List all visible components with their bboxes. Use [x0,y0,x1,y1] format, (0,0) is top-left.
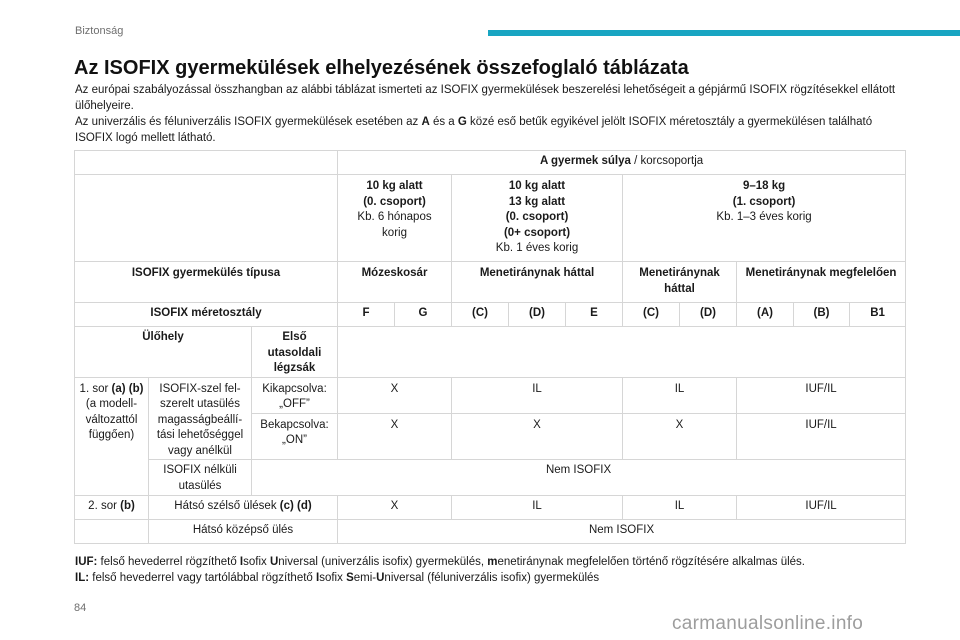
weight-group-0: 10 kg alatt (0. csoport) Kb. 6 hónapos korig [338,175,452,262]
value-cell: X [452,413,623,459]
row2-label: 2. sor (b) [75,496,149,520]
value-cell: X [338,496,452,520]
front-airbag-label: Első utasoldali légzsák [252,327,338,378]
seat-position-label: Ülőhely [75,327,252,378]
size-class-cell: (A) [737,303,794,327]
empty-cell [75,151,338,175]
size-class-row [75,303,906,327]
seat-type-row [75,262,906,303]
empty-cell [338,327,906,378]
seat-type-rear-facing: Menetiránynak háttal [452,262,623,303]
value-cell: IL [452,496,623,520]
value-cell: IL [452,377,623,413]
seat-type-label: ISOFIX gyermekülés típusa [75,262,338,303]
row1-isofix-seat: ISOFIX-szel fel-szerelt utasülés magasságbeállí-tási lehetőséggel vagy anélkül [149,377,252,460]
footnote-il: IL: felső hevederrel vagy tartólábbal rögzíthető Isofix Semi-Universal (féluniverzális isofix) gyermekülés [75,572,600,584]
weight-header: A gyermek súlya / korcsoportja [338,151,906,175]
value-cell: IL [623,377,737,413]
value-cell: IUF/IL [737,413,906,459]
footnotes [75,554,945,586]
intro-text [75,82,905,146]
row2-outer-seats [75,496,906,520]
row1-airbag-off [75,377,906,413]
size-class-cell: (D) [509,303,566,327]
row1-label: 1. sor (a) (b) (a modell-változattól függően) [75,377,149,496]
size-class-cell: (C) [623,303,680,327]
rear-outer-seats-label: Hátsó szélső ülések (c) (d) [149,496,338,520]
isofix-table [74,150,906,544]
value-cell: IUF/IL [737,496,906,520]
airbag-off-label: Kikapcsolva: „OFF” [252,377,338,413]
value-cell: IL [623,496,737,520]
empty-cell [75,175,338,262]
watermark: carmanualsonline.info [672,613,864,634]
seat-type-rear-facing-2: Menetiránynak háttal [623,262,737,303]
value-cell: X [623,413,737,459]
page-title: Az ISOFIX gyermekülések elhelyezésének összefoglaló táblázata [74,57,689,79]
value-cell: IUF/IL [737,377,906,413]
seat-type-carrycot: Mózeskosár [338,262,452,303]
seat-header-row [75,327,906,378]
page-number: 84 [74,602,87,614]
value-cell: X [338,413,452,459]
size-class-label: ISOFIX méretosztály [75,303,338,327]
footnote-iuf: IUF: felső hevederrel rögzíthető Isofix Universal (univerzális isofix) gyermekülés, menetiránynak megfelelően történő rögzítésére alkalmas ülés. [75,556,805,568]
size-class-cell: B1 [850,303,906,327]
airbag-on-label: Bekapcsolva: „ON” [252,413,338,459]
value-cell: X [338,377,452,413]
weight-group-0plus: 10 kg alatt 13 kg alatt (0. csoport) (0+ csoport) Kb. 1 éves korig [452,175,623,262]
section-label: Biztonság [75,25,124,37]
seat-type-forward-facing: Menetiránynak megfelelően [737,262,906,303]
weight-header-row [75,151,906,175]
row2-middle-seat [75,520,906,544]
weight-group-1: 9–18 kg (1. csoport) Kb. 1–3 éves korig [623,175,906,262]
size-class-cell: (D) [680,303,737,327]
row1-no-isofix [75,460,906,496]
value-cell: Nem ISOFIX [252,460,906,496]
intro-paragraph-1: Az európai szabályozással összhangban az alábbi táblázat ismerteti az ISOFIX gyermekülések beszerelési lehetőségeit a gépjármű ISOFIX rögzítésekkel ellátott ülőhelyeire. [75,84,896,112]
weight-group-row [75,175,906,262]
size-class-cell: F [338,303,395,327]
size-class-cell: (C) [452,303,509,327]
size-class-cell: (B) [794,303,850,327]
header-accent-bar [488,30,960,36]
size-class-cell: G [395,303,452,327]
size-class-cell: E [566,303,623,327]
intro-paragraph-2: Az univerzális és féluniverzális ISOFIX gyermekülések esetében az A és a G közé eső betűk egyikével jelölt ISOFIX méretosztály a gyermekülésen található ISOFIX logó mellett látható. [75,116,873,144]
empty-cell [75,520,149,544]
value-cell: Nem ISOFIX [338,520,906,544]
rear-middle-seat-label: Hátsó középső ülés [149,520,338,544]
no-isofix-seat-label: ISOFIX nélküli utasülés [149,460,252,496]
